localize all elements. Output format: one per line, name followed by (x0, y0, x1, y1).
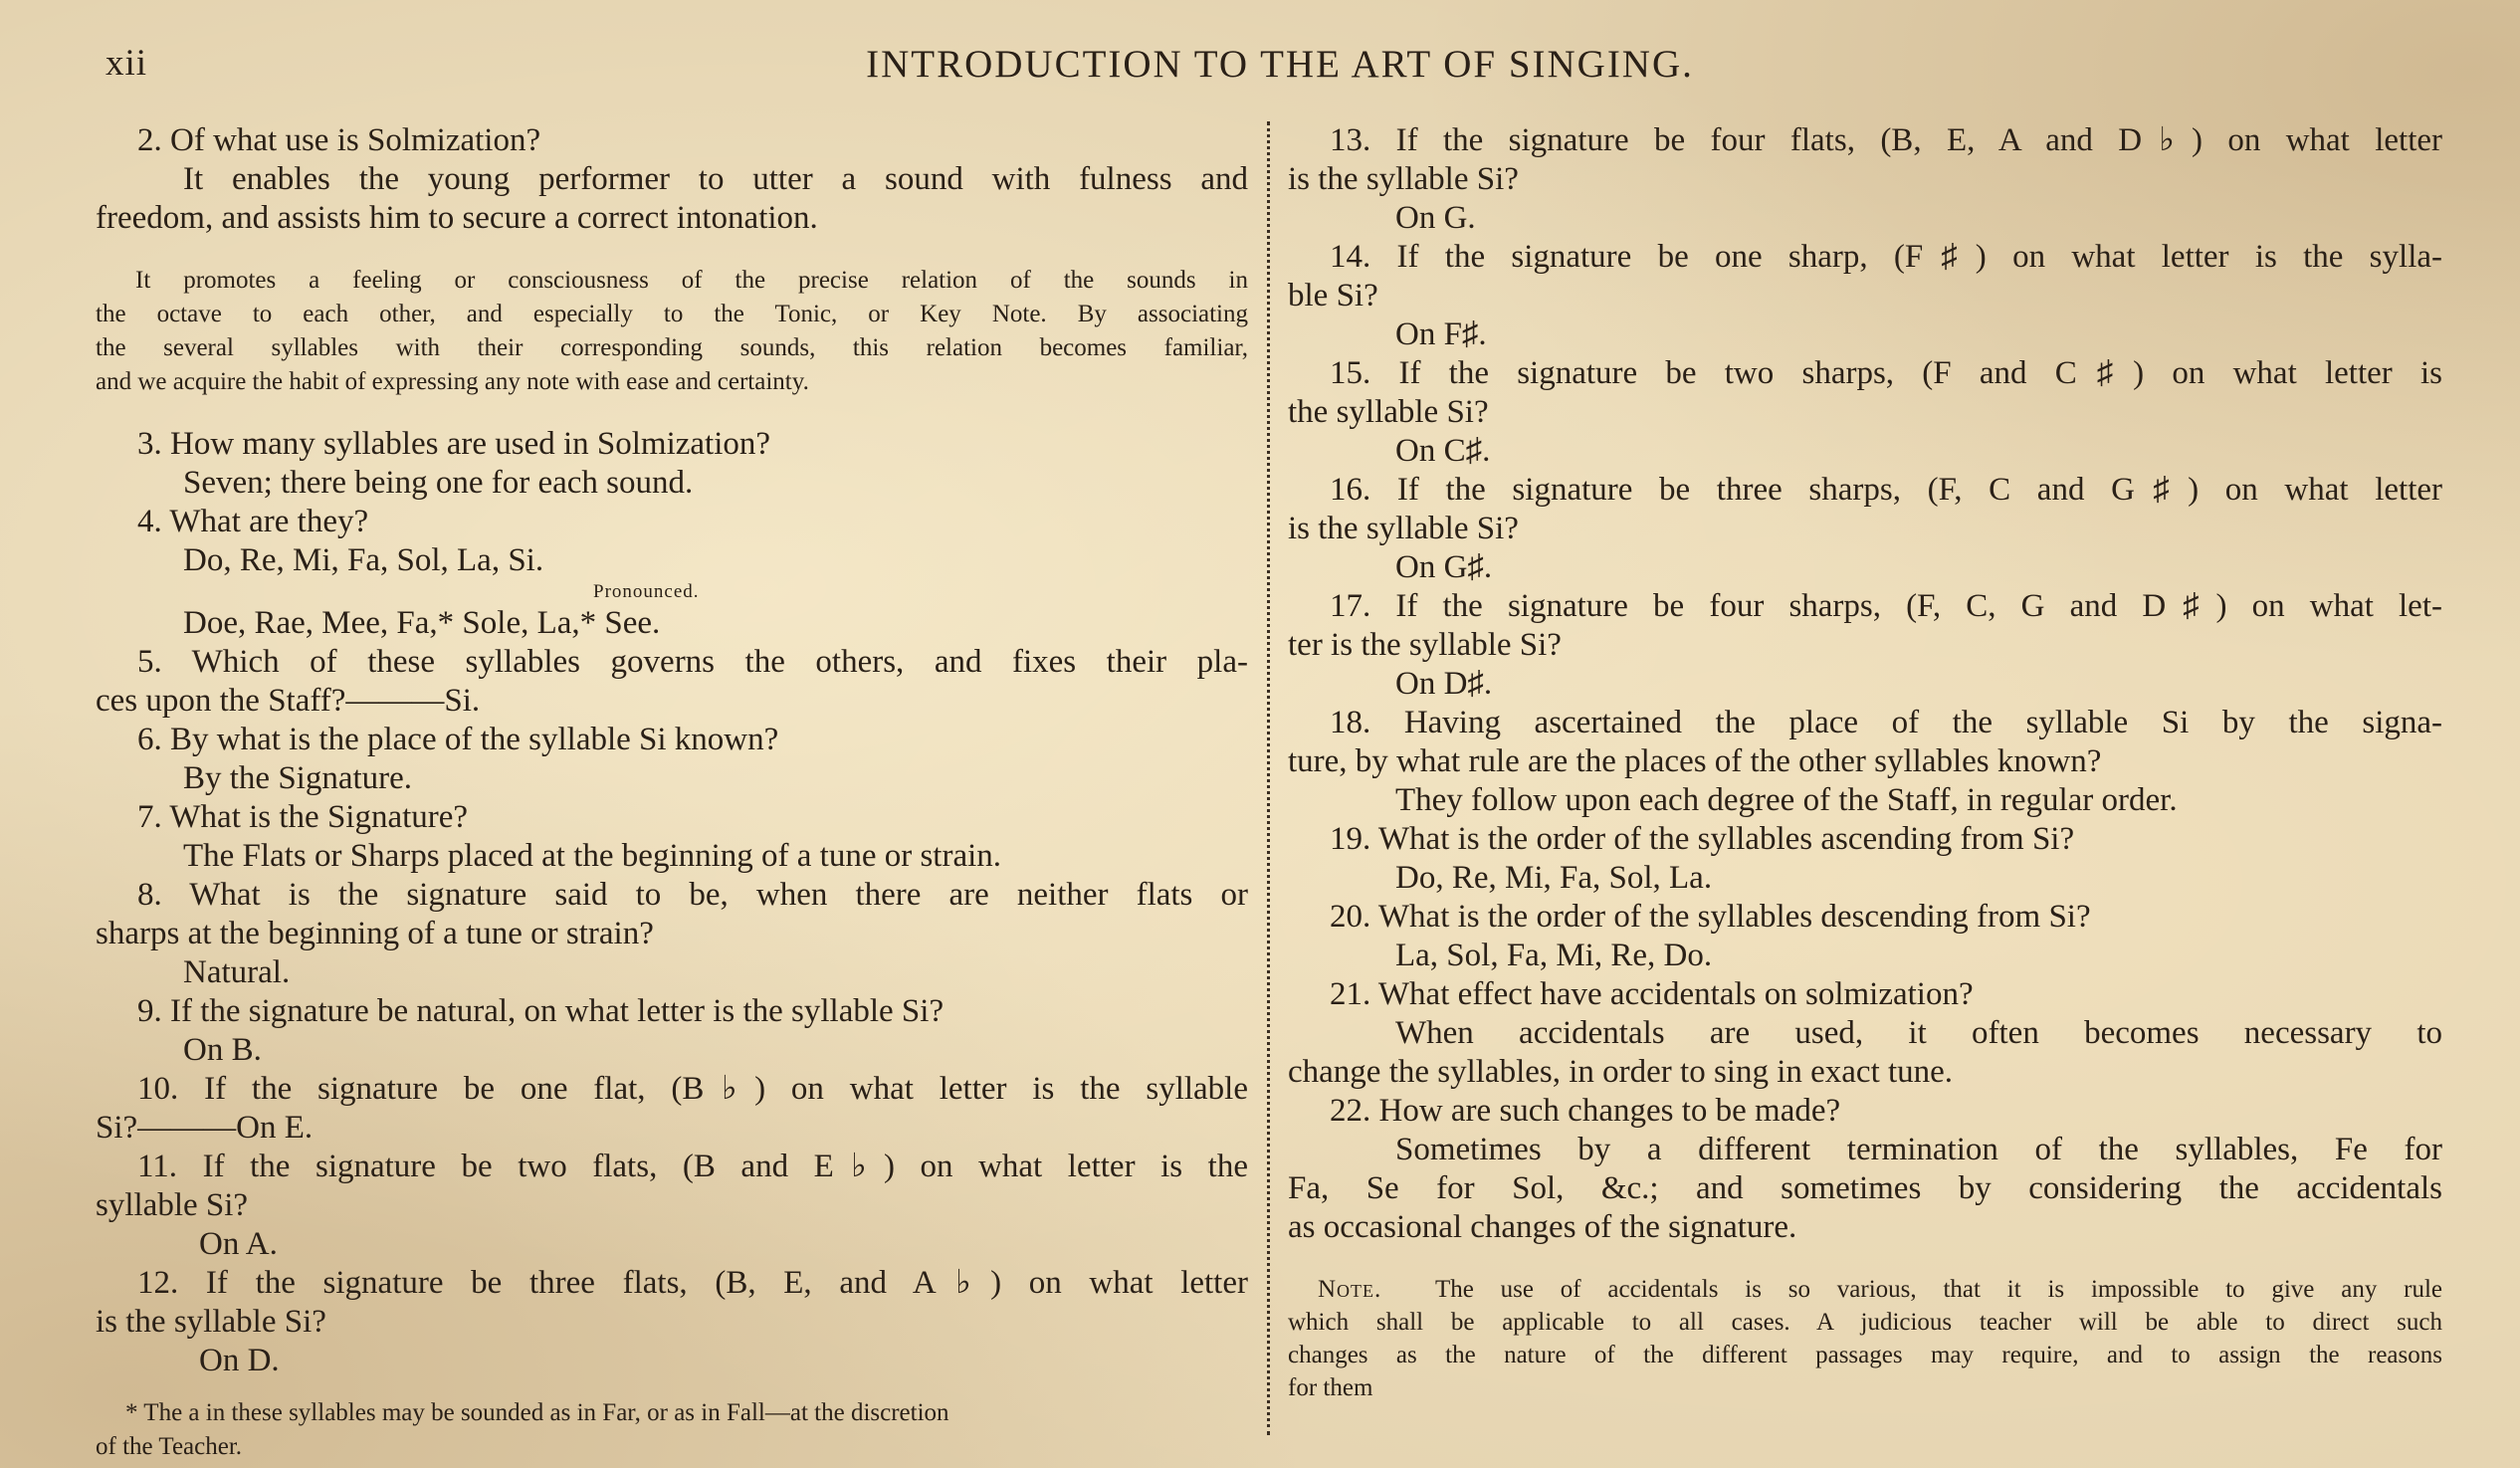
question-17-line-2: ter is the syllable Si? (1288, 627, 1562, 663)
question-11-line-1: 11. If the signature be two flats, (B and E♭) on what letter is the (137, 1149, 1248, 1184)
question-20: 20. What is the order of the syllables descending from Si? (1330, 899, 2091, 935)
commentary-line-1: It promotes a feeling or consciousness of the precise relation of the sounds in (135, 267, 1248, 294)
column-divider (1267, 121, 1270, 1435)
answer-15: On C♯. (1395, 433, 1491, 469)
question-2: 2. Of what use is Solmization? (137, 122, 541, 158)
answer-11: On A. (199, 1226, 278, 1262)
question-7: 7. What is the Signature? (137, 799, 469, 835)
answer-18: They follow upon each degree of the Staff, in regular order. (1395, 782, 2178, 818)
question-10-line-2: Si?———On E. (96, 1110, 314, 1146)
question-8-line-1: 8. What is the signature said to be, when there are neither flats or (137, 877, 1248, 913)
answer-9: On B. (183, 1032, 262, 1068)
question-18-line-2: ture, by what rule are the places of the other syllables known? (1288, 743, 2102, 779)
answer-4-pronunciation: Doe, Rae, Mee, Fa,* Sole, La,* See. (183, 605, 661, 641)
answer-22-line-1: Sometimes by a different termination of the syllables, Fe for (1395, 1132, 2442, 1167)
question-14-line-2: ble Si? (1288, 278, 1378, 314)
page-number: xii (105, 43, 148, 84)
commentary-line-3: the several syllables with their corresponding sounds, this relation becomes familiar, (96, 334, 1248, 361)
answer-2-line-2: freedom, and assists him to secure a correct intonation. (96, 200, 818, 236)
question-16-line-2: is the syllable Si? (1288, 511, 1519, 546)
answer-7: The Flats or Sharps placed at the beginning of a tune or strain. (183, 838, 1002, 874)
footnote-line-2: of the Teacher. (96, 1433, 243, 1460)
question-8-line-2: sharps at the beginning of a tune or strain? (96, 916, 654, 951)
question-13-line-2: is the syllable Si? (1288, 161, 1519, 197)
question-11-line-2: syllable Si? (96, 1187, 249, 1223)
question-12-line-1: 12. If the signature be three flats, (B, E, and A♭) on what letter (137, 1265, 1248, 1301)
question-5-line-2: ces upon the Staff?———Si. (96, 683, 481, 719)
page-header (0, 42, 2520, 92)
answer-21-line-1: When accidentals are used, it often becomes necessary to (1395, 1015, 2442, 1051)
question-21: 21. What effect have accidentals on solmization? (1330, 976, 1974, 1012)
question-6: 6. By what is the place of the syllable Si known? (137, 722, 779, 757)
question-5-line-1: 5. Which of these syllables governs the others, and fixes their pla- (137, 644, 1248, 680)
question-4: 4. What are they? (137, 504, 369, 539)
note-line-1 (1288, 1273, 2442, 1306)
answer-12: On D. (199, 1343, 280, 1378)
question-14-line-1: 14. If the signature be one sharp, (F♯) on what letter is the sylla- (1330, 239, 2442, 275)
answer-19: Do, Re, Mi, Fa, Sol, La. (1395, 860, 1713, 896)
footnote-line-1: * The a in these syllables may be sounded as in Far, or as in Fall—at the discretion (125, 1399, 949, 1426)
commentary-line-4: and we acquire the habit of expressing any note with ease and certainty. (96, 368, 809, 395)
question-3: 3. How many syllables are used in Solmization? (137, 426, 771, 462)
answer-16: On G♯. (1395, 549, 1493, 585)
answer-4: Do, Re, Mi, Fa, Sol, La, Si. (183, 542, 544, 578)
answer-22-line-2: Fa, Se for Sol, &c.; and sometimes by considering the accidentals (1288, 1170, 2442, 1206)
answer-6: By the Signature. (183, 760, 413, 796)
note-label: Note. (1318, 1276, 1382, 1303)
answer-22-line-3: as occasional changes of the signature. (1288, 1209, 1797, 1245)
note-line-4: for them (1288, 1374, 1373, 1401)
answer-3: Seven; there being one for each sound. (183, 465, 694, 501)
question-18-line-1: 18. Having ascertained the place of the syllable Si by the signa- (1330, 705, 2442, 740)
question-17-line-1: 17. If the signature be four sharps, (F, C, G and D♯) on what let- (1330, 588, 2442, 624)
question-15-line-1: 15. If the signature be two sharps, (F and C♯) on what letter is (1330, 355, 2442, 391)
answer-13: On G. (1395, 200, 1476, 236)
right-column (1288, 121, 2442, 1404)
pronounced-label: Pronounced. (593, 581, 700, 602)
answer-2-line-1: It enables the young performer to utter a sound with fulness and (183, 161, 1248, 197)
question-10-line-1: 10. If the signature be one flat, (B♭) on what letter is the syllable (137, 1071, 1248, 1107)
question-19: 19. What is the order of the syllables ascending from Si? (1330, 821, 2075, 857)
question-9: 9. If the signature be natural, on what letter is the syllable Si? (137, 993, 945, 1029)
answer-21-line-2: change the syllables, in order to sing in exact tune. (1288, 1054, 1954, 1090)
left-column (96, 121, 1248, 1464)
question-22: 22. How are such changes to be made? (1330, 1093, 1841, 1129)
answer-20: La, Sol, Fa, Mi, Re, Do. (1395, 938, 1713, 973)
question-12-line-2: is the syllable Si? (96, 1304, 326, 1340)
answer-14: On F♯. (1395, 316, 1487, 352)
note-line-3: changes as the nature of the different passages may require, and to assign the reasons (1288, 1342, 2442, 1368)
note-line-2: which shall be applicable to all cases. A judicious teacher will be able to direct such (1288, 1309, 2442, 1336)
question-13-line-1: 13. If the signature be four flats, (B, E, A and D♭) on what letter (1330, 122, 2442, 158)
question-16-line-1: 16. If the signature be three sharps, (F, C and G♯) on what letter (1330, 472, 2442, 508)
answer-17: On D♯. (1395, 666, 1493, 702)
question-15-line-2: the syllable Si? (1288, 394, 1489, 430)
running-title: INTRODUCTION TO THE ART OF SINGING. (866, 43, 1694, 86)
commentary-line-2: the octave to each other, and especially to the Tonic, or Key Note. By associating (96, 301, 1248, 327)
answer-8: Natural. (183, 954, 291, 990)
note-text-1: The use of accidentals is so various, that it is impossible to give any rule (1434, 1276, 2442, 1303)
